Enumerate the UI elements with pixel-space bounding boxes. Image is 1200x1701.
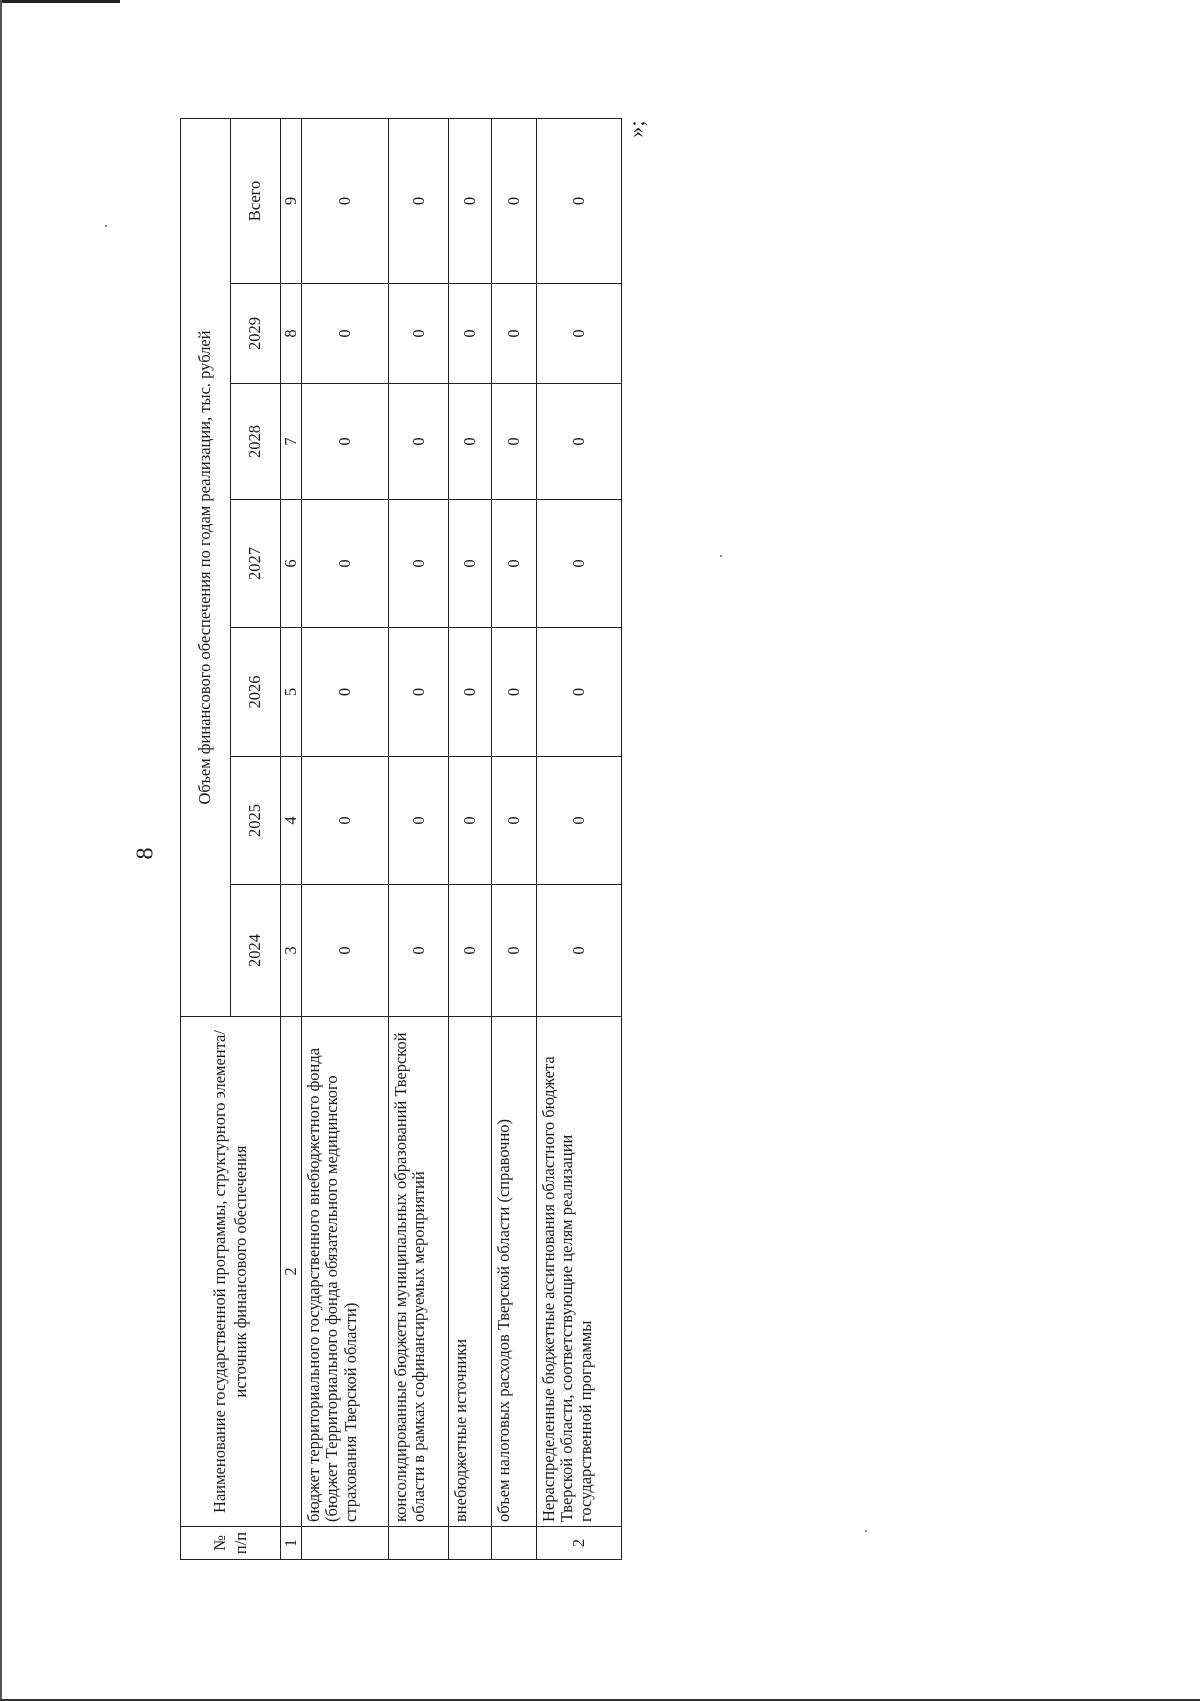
table-row [389, 118, 449, 1559]
row-value: 0 [537, 628, 622, 757]
row-value: 0 [449, 757, 492, 885]
row-number [302, 1527, 389, 1560]
row-value: 0 [537, 284, 622, 384]
row-value: 0 [492, 757, 537, 885]
row-total: 0 [389, 118, 449, 283]
column-number: 7 [281, 384, 302, 500]
table-row [449, 118, 492, 1559]
row-number [389, 1527, 449, 1560]
header-year: 2029 [231, 284, 281, 384]
row-number [492, 1527, 537, 1560]
closing-mark: »; [623, 120, 649, 138]
row-value: 0 [389, 628, 449, 757]
financing-table-wrapper [180, 119, 620, 1560]
scan-speck [720, 555, 722, 557]
row-source-name: объем налоговых расходов Тверской области (справочно) [492, 1017, 537, 1527]
row-source-name: Нераспределенные бюджетные ассигнования областного бюджета Тверской области, соответствующие целям реализации государственной программы [537, 1017, 622, 1527]
header-year: 2028 [231, 384, 281, 500]
table-row [492, 118, 537, 1559]
row-value: 0 [449, 885, 492, 1017]
row-value: 0 [302, 885, 389, 1017]
header-year: 2027 [231, 500, 281, 628]
scan-edge-left [0, 0, 2, 1701]
scan-speck [865, 1530, 867, 1532]
row-total: 0 [449, 118, 492, 283]
row-source-name: бюджет территориального государственного внебюджетного фонда (бюджет Территориального фонда обязательного медицинского страхования Тверской области) [302, 1017, 389, 1527]
row-value: 0 [492, 284, 537, 384]
header-year: 2024 [231, 885, 281, 1017]
header-year: 2025 [231, 757, 281, 885]
row-value: 0 [302, 757, 389, 885]
column-number: 2 [281, 1017, 302, 1527]
row-value: 0 [537, 500, 622, 628]
row-value: 0 [389, 384, 449, 500]
header-number: № п/п [181, 1527, 281, 1560]
row-value: 0 [537, 384, 622, 500]
header-name: Наименование государственной программы, структурного элемента/источник финансового обеспечения [181, 1017, 281, 1527]
row-value: 0 [492, 628, 537, 757]
row-value: 0 [389, 500, 449, 628]
row-value: 0 [537, 885, 622, 1017]
row-value: 0 [449, 500, 492, 628]
row-value: 0 [389, 284, 449, 384]
row-value: 0 [492, 384, 537, 500]
column-number: 8 [281, 284, 302, 384]
column-number: 1 [281, 1527, 302, 1560]
header-financing-group: Объем финансового обеспечения по годам реализации, тыс. рублей [181, 118, 231, 1016]
column-number: 4 [281, 757, 302, 885]
column-number: 5 [281, 628, 302, 757]
row-value: 0 [492, 500, 537, 628]
scan-speck [105, 225, 107, 227]
column-numbers-row [281, 118, 302, 1559]
row-source-name: внебюджетные источники [449, 1017, 492, 1527]
header-year: 2026 [231, 628, 281, 757]
page-number: 8 [132, 847, 159, 860]
row-total: 0 [537, 118, 622, 283]
table-row [537, 118, 622, 1559]
column-number: 9 [281, 118, 302, 283]
row-value: 0 [302, 500, 389, 628]
row-value: 0 [449, 628, 492, 757]
column-number: 3 [281, 885, 302, 1017]
row-value: 0 [302, 384, 389, 500]
row-total: 0 [492, 118, 537, 283]
row-value: 0 [537, 757, 622, 885]
row-value: 0 [302, 628, 389, 757]
row-source-name: консолидированные бюджеты муниципальных образований Тверской области в рамках софинансируемых мероприятий [389, 1017, 449, 1527]
table-row [302, 118, 389, 1559]
row-value: 0 [449, 384, 492, 500]
row-value: 0 [389, 885, 449, 1017]
header-row-1 [181, 118, 231, 1559]
financing-table [180, 118, 622, 1560]
row-value: 0 [492, 885, 537, 1017]
header-total: Всего [231, 118, 281, 283]
row-value: 0 [389, 757, 449, 885]
row-total: 0 [302, 118, 389, 283]
row-value: 0 [449, 284, 492, 384]
row-number [449, 1527, 492, 1560]
row-value: 0 [302, 284, 389, 384]
scan-edge-top [0, 0, 120, 3]
row-number: 2 [537, 1527, 622, 1560]
column-number: 6 [281, 500, 302, 628]
